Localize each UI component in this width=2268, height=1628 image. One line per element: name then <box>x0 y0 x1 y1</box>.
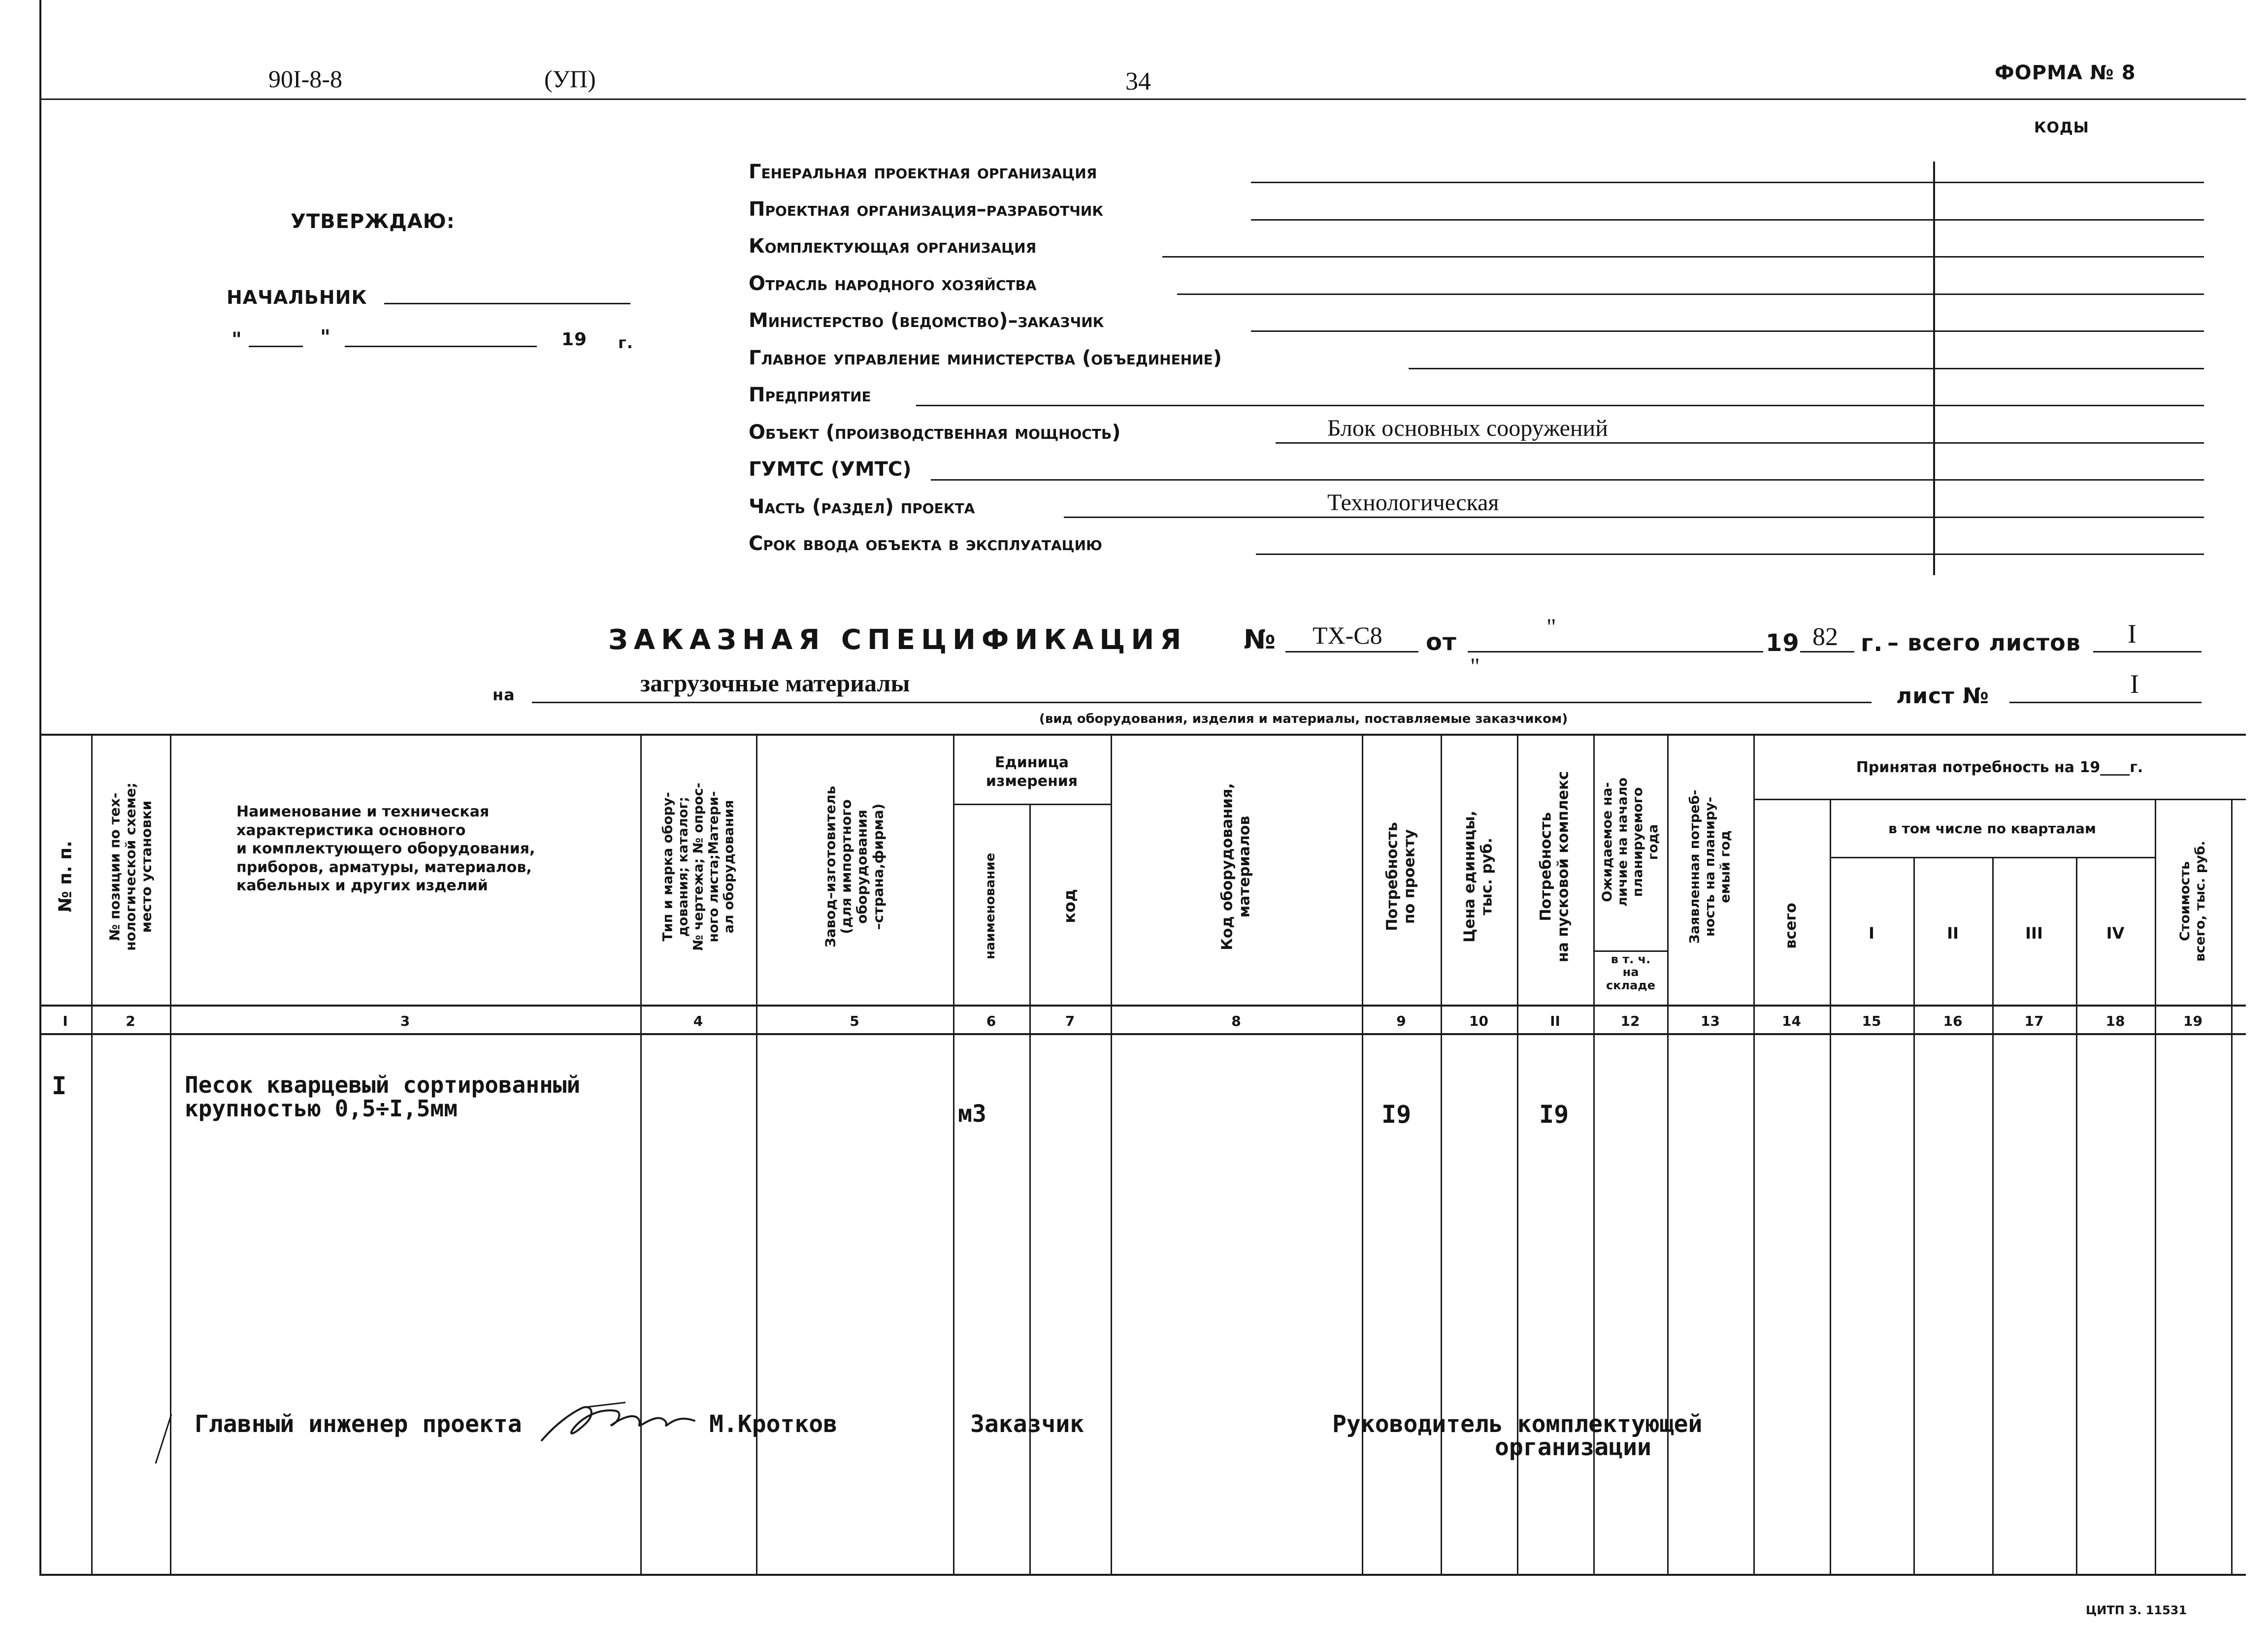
sheet-no-label: лист № <box>1896 684 1989 709</box>
field-underline <box>1177 293 2204 295</box>
column-number: 15 <box>1862 1012 1881 1029</box>
column-number: 10 <box>1469 1012 1488 1029</box>
header-unit-group: Единица измерения <box>986 754 1078 790</box>
column-number: 17 <box>2024 1012 2044 1029</box>
subject-on-label: на <box>493 685 515 704</box>
column-number: 2 <box>126 1012 135 1029</box>
header-unit-price: Цена единицы, тыс. руб. <box>1461 811 1495 943</box>
signature-slash <box>154 1412 173 1466</box>
column-number: 7 <box>1065 1012 1075 1029</box>
spec-year: 82 <box>1812 623 1838 651</box>
date-day-line <box>249 346 303 347</box>
col-divider-14 <box>1830 799 1831 1574</box>
col-divider-7 <box>1111 734 1112 1574</box>
col-divider-15 <box>1913 857 1915 1574</box>
spec-number-line <box>1285 651 1418 652</box>
handwritten-signature <box>537 1394 699 1453</box>
subject-line <box>532 702 1872 703</box>
field-label: Предприятие <box>749 384 871 406</box>
col-divider-18 <box>2155 799 2156 1574</box>
header-type-brand: Тип и марка обору- дования; каталог; № чертежа; № опрос- ного листа;Матери- ал оборудования <box>660 782 737 951</box>
header-stock-in-warehouse: в т. ч. на складе <box>1606 952 1655 992</box>
field-underline <box>1064 517 2204 518</box>
codes-label: КОДЫ <box>2034 119 2089 136</box>
chief-label: НАЧАЛЬНИК <box>227 287 367 308</box>
sheets-total-label: – всего листов <box>1887 629 2081 656</box>
table-top-rule <box>39 734 2246 736</box>
sheets-total: I <box>2128 619 2137 649</box>
unit-group-rule <box>953 804 1111 805</box>
stock-subheader-rule <box>1593 950 1667 952</box>
field-label: ГУМТС (УМТС) <box>749 458 912 481</box>
field-underline <box>1409 368 2204 369</box>
header-unit-name: наименование <box>983 852 998 960</box>
subject-caption: (вид оборудования, изделия и материалы, поставляемые заказчиком) <box>1039 712 1568 726</box>
field-label: Министерство (ведомство)–заказчик <box>749 309 1104 332</box>
chief-engineer-name: М.Кротков <box>709 1410 838 1438</box>
field-underline <box>1251 182 2204 183</box>
sheet-no: I <box>2130 669 2139 699</box>
date-close-quote: " <box>320 326 331 349</box>
form-label: ФОРМА № 8 <box>1995 62 2136 84</box>
row-name-line-1: Песок кварцевый сортированный <box>185 1072 581 1098</box>
header-quarter-1: I <box>1869 924 1874 943</box>
col-divider-1 <box>91 734 93 1574</box>
column-number: 13 <box>1701 1012 1720 1029</box>
field-value: Блок основных сооружений <box>1327 415 1608 441</box>
field-underline <box>916 405 2204 406</box>
approval-title: УТВЕРЖДАЮ: <box>291 210 455 233</box>
print-mark: ЦИТП З. 11531 <box>2086 1603 2187 1617</box>
header-cost: Стоимость всего, тыс. руб. <box>2177 841 2208 962</box>
field-label: Срок ввода объекта в эксплуатацию <box>749 532 1102 555</box>
column-number: 5 <box>850 1012 859 1029</box>
spec-number: ТХ-С8 <box>1313 621 1382 649</box>
field-underline <box>1162 256 2204 258</box>
col-divider-19 <box>2231 799 2233 1574</box>
field-label: Проектная организация–разработчик <box>749 197 1104 221</box>
header-rule <box>39 98 2246 100</box>
field-underline <box>931 479 2204 481</box>
spec-year-suffix: г. <box>1861 629 1883 657</box>
volume-mark: (УП) <box>544 65 596 93</box>
header-start-complex-need: Потребность на пусковой комплекс <box>1537 771 1572 963</box>
field-label: Отрасль народного хозяйства <box>749 272 1037 295</box>
subject-value: загрузочные материалы <box>640 669 910 697</box>
header-quarter-4: IV <box>2106 924 2125 943</box>
column-number: I <box>63 1012 68 1029</box>
column-number: 4 <box>693 1012 703 1029</box>
spec-number-label: № <box>1244 624 1276 655</box>
sheet-no-line <box>2009 702 2202 703</box>
header-project-need: Потребность по проекту <box>1383 822 1418 931</box>
column-number: 18 <box>2105 1012 2125 1029</box>
approval-year-suffix: г. <box>618 333 633 352</box>
col-divider-5 <box>953 734 954 1574</box>
field-label: Комплектующая организация <box>749 235 1037 258</box>
row-name-line-2: крупностью 0,5÷I,5мм <box>185 1095 458 1122</box>
col-divider-12 <box>1667 734 1669 1574</box>
column-number: 14 <box>1782 1012 1801 1029</box>
header-quarter-3: III <box>2025 924 2043 943</box>
spec-year-prefix: 19 <box>1766 629 1800 657</box>
col-divider-8 <box>1362 734 1363 1574</box>
field-underline <box>1251 330 2204 332</box>
header-quarter-2: II <box>1947 924 1959 943</box>
supplier-head-line-2: организации <box>1495 1433 1651 1461</box>
supplier-head-line-1: Руководитель комплектующей <box>1332 1410 1703 1438</box>
chief-signature-line <box>384 303 630 304</box>
field-label: Часть (раздел) проекта <box>749 495 975 518</box>
header-name-description: Наименование и техническая характеристика основного и комплектующего оборудования, приборов, арматуры, материалов, кабельных и других изделий <box>236 803 535 894</box>
page-number: 34 <box>1125 67 1151 96</box>
frame-left <box>39 0 41 1576</box>
spec-date-line <box>1468 651 1763 652</box>
col-divider-17 <box>2076 857 2077 1574</box>
customer-label: Заказчик <box>970 1410 1085 1438</box>
row-number: I <box>52 1072 67 1100</box>
header-equipment-code: Код оборудования, материалов <box>1218 783 1253 950</box>
sheets-total-line <box>2093 651 2202 652</box>
spec-from-label: от <box>1426 628 1457 656</box>
field-label: Главное управление министерства (объединение) <box>749 346 1222 369</box>
header-unit-code: код <box>1060 889 1079 923</box>
spec-date-quote-top: " <box>1546 614 1556 640</box>
header-bottom-rule <box>39 1005 2246 1007</box>
field-underline <box>1276 442 2204 444</box>
header-position: № позиции по тех- нологической схеме; место установки <box>106 782 155 951</box>
field-underline <box>1256 554 2204 555</box>
column-number: 8 <box>1231 1012 1241 1029</box>
field-label: Объект (производственная мощность) <box>749 421 1121 444</box>
frame-bottom <box>39 1574 2246 1576</box>
col-divider-9 <box>1441 734 1442 1574</box>
column-number: 9 <box>1396 1012 1406 1029</box>
field-underline <box>1251 219 2204 221</box>
header-expected-stock: Ожидаемое на- личие на начало планируемого года <box>1599 777 1661 907</box>
field-label: Генеральная проектная организация <box>749 161 1097 183</box>
column-number: 12 <box>1620 1012 1640 1029</box>
column-numbers-rule <box>39 1033 2246 1035</box>
row-start-complex-need: I9 <box>1539 1100 1569 1129</box>
header-total: всего <box>1782 903 1800 949</box>
spec-year-line <box>1800 651 1854 652</box>
column-number: 3 <box>400 1012 410 1029</box>
chief-engineer-label: Главный инженер проекта <box>195 1410 522 1438</box>
row-unit: м3 <box>958 1100 986 1128</box>
accepted-group-rule <box>1753 799 2246 800</box>
spec-date-quote-bottom: " <box>1470 653 1480 680</box>
header-manufacturer: Завод–изготовитель (для импортного оборудования –страна,фирма) <box>822 785 887 948</box>
approval-year-prefix: 19 <box>561 329 588 350</box>
specification-title: ЗАКАЗНАЯ СПЕЦИФИКАЦИЯ <box>608 624 1187 656</box>
col-divider-13 <box>1753 734 1755 1574</box>
date-open-quote: " <box>231 328 242 351</box>
row-project-need: I9 <box>1381 1100 1412 1129</box>
col-divider-6 <box>1029 804 1031 1574</box>
field-value: Технологическая <box>1327 489 1499 516</box>
header-accepted-group: Принятая потребность на 19____г. <box>1856 759 2143 776</box>
document-code: 90I-8-8 <box>268 65 342 93</box>
col-divider-4 <box>756 734 757 1574</box>
column-number: 6 <box>986 1012 996 1029</box>
col-divider-16 <box>1992 857 1994 1574</box>
header-quarters-group: в том числе по кварталам <box>1888 820 2096 837</box>
header-row-number: № п. п. <box>55 841 76 912</box>
header-declared-need: Заявленная потреб- ность на планиру- емый год <box>1687 789 1733 944</box>
date-month-line <box>345 346 537 347</box>
column-number: 19 <box>2183 1012 2202 1029</box>
column-number: II <box>1550 1012 1560 1029</box>
column-number: 16 <box>1943 1012 1963 1029</box>
